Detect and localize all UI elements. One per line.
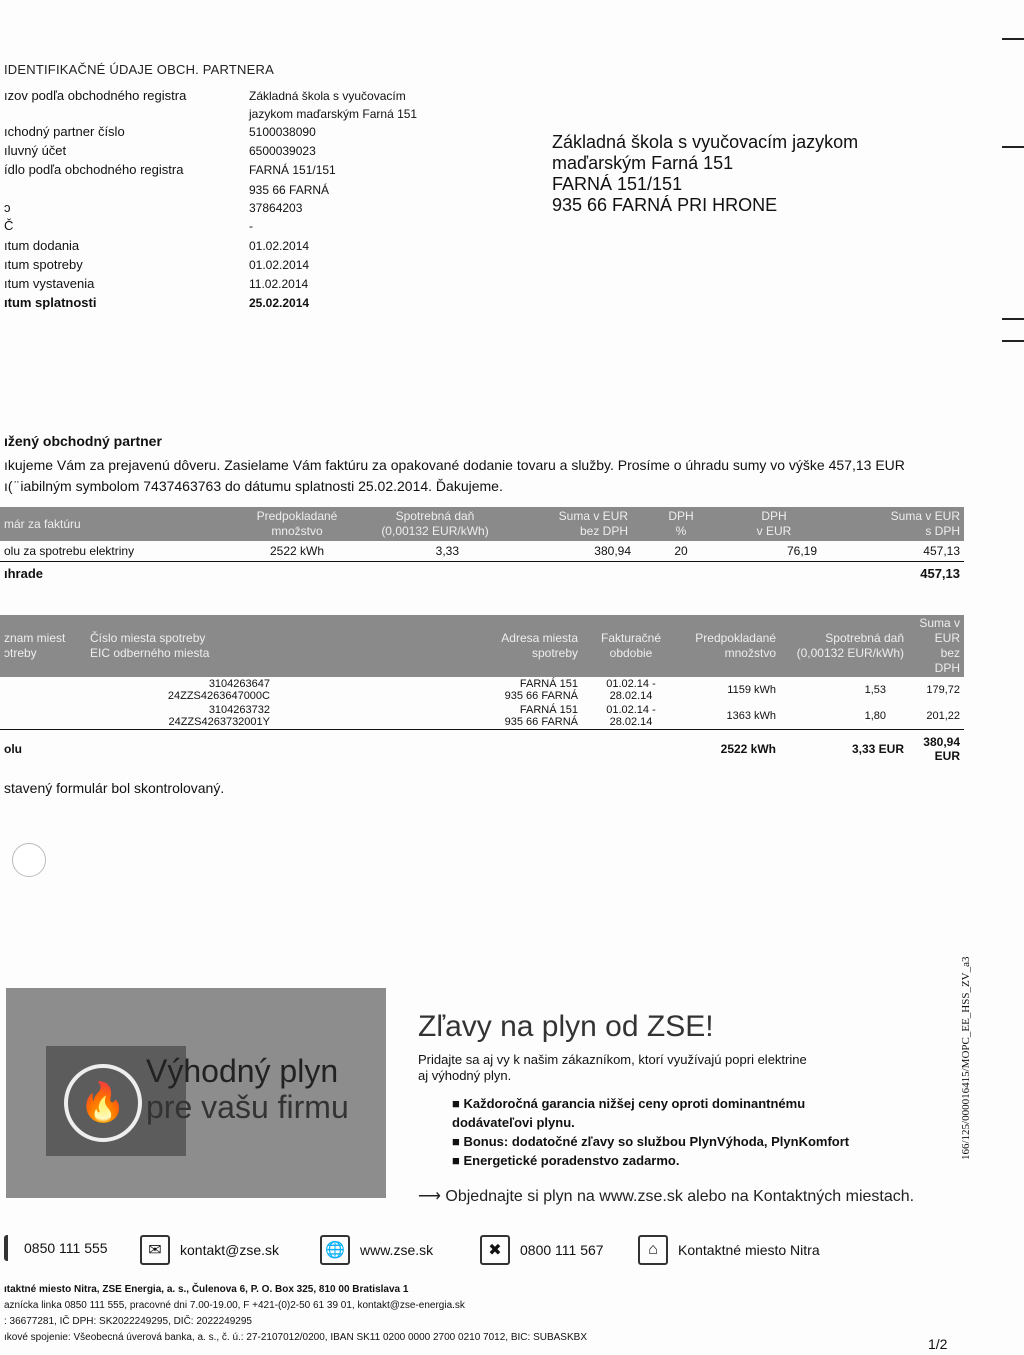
header-cell: Suma v EUR bez DPH	[558, 509, 628, 538]
partner-label: ıtum vystavenia	[4, 276, 95, 291]
table-header	[0, 507, 964, 541]
promo-bullet: ■ Každoročná garancia nižšej ceny oproti dominantnému dodávateľovi plynu.	[452, 1096, 806, 1130]
total-sum: 380,94 EUR	[923, 735, 960, 763]
header-cell: Fakturačné obdobie	[600, 631, 662, 660]
header-cell: Predpokladané množstvo	[256, 509, 338, 538]
greeting-heading: ıžený obchodný partner	[4, 433, 162, 449]
partner-value: Základná škola s vyučovacím	[249, 89, 406, 103]
tools-icon: ✖	[480, 1235, 510, 1265]
recipient-line: Základná škola s vyučovacím jazykom	[552, 132, 859, 152]
cell: 3,33	[435, 544, 459, 558]
promo-intro: Pridajte sa aj vy k našim zákazníkom, ktorí využívajú popri elektrine aj výhodný plyn.	[418, 1052, 807, 1083]
table-row	[0, 677, 964, 703]
partner-value: 37864203	[249, 201, 303, 215]
contact-phone[interactable]: 0850 111 555	[4, 1235, 108, 1261]
header-cell: Predpokladané množstvo	[695, 631, 776, 660]
recipient-line: maďarským Farná 151	[552, 153, 734, 173]
cell: 76,19	[786, 544, 817, 558]
partner-label: ídlo podľa obchodného registra	[4, 162, 184, 177]
promo-banner-title: Výhodný plyn	[146, 1053, 339, 1089]
partner-value: FARNÁ 151/151	[249, 163, 336, 177]
partner-section-title: IDENTIFIKAČNÉ ÚDAJE OBCH. PARTNERA	[4, 62, 274, 77]
home-icon: ⌂	[638, 1235, 668, 1265]
partner-label: ɔ	[4, 200, 11, 215]
total-label: olu	[4, 742, 22, 756]
table-header	[0, 615, 964, 677]
footer-line: aznícka linka 0850 111 555, pracovné dni 7.00-19.00, F +421-(0)2-50 61 39 01, kontakt@zse-energia.sk	[4, 1300, 465, 1311]
sum: 201,22	[926, 710, 960, 722]
consumption-points-table	[0, 615, 964, 764]
mail-icon: ✉	[140, 1235, 170, 1265]
partner-value: 25.02.2014	[249, 296, 310, 310]
total-tax: 3,33 EUR	[851, 742, 904, 756]
total-row	[0, 730, 964, 765]
sum: 179,72	[926, 684, 960, 696]
footer-line: : 36677281, IČ DPH: SK2022249295, DIČ: 2022249295	[4, 1316, 252, 1327]
cell: 457,13	[923, 544, 960, 558]
header-cell: Adresa miesta spotreby	[501, 631, 578, 660]
header-cell: Suma v EUR s DPH	[890, 509, 960, 538]
partner-label: ıtum dodania	[4, 238, 80, 253]
partner-label: ızov podľa obchodného registra	[4, 88, 187, 103]
partner-value: 01.02.2014	[249, 258, 310, 272]
footer-line: ıtaktné miesto Nitra, ZSE Energia, a. s., Čulenova 6, P. O. Box 325, 810 00 Bratislava 1	[4, 1284, 409, 1295]
margin-mark	[1002, 318, 1024, 320]
recipient-address	[552, 132, 858, 216]
globe-icon: 🌐	[320, 1235, 350, 1265]
table-row	[0, 703, 964, 730]
side-code: 166/125/000016415/MOPC_EE_HSS_ZV_a3	[960, 956, 972, 1160]
arrow-right-icon: ⟶	[418, 1188, 441, 1205]
point-ids: 3104263732 24ZZS4263732001Y	[168, 704, 270, 728]
header-cell: Spotrebná daň (0,00132 EUR/kWh)	[381, 509, 489, 538]
partner-value: 5100038090	[249, 125, 316, 139]
contact-hotline[interactable]: ✖ 0800 111 567	[480, 1235, 604, 1265]
partner-value: 11.02.2014	[249, 277, 309, 291]
header-cell: DPH %	[668, 509, 694, 538]
punch-hole	[12, 843, 46, 877]
partner-value: 6500039023	[249, 144, 316, 158]
promo-title: Zľavy na plyn od ZSE!	[418, 1010, 714, 1043]
total-value: 457,13	[920, 566, 960, 581]
period: 01.02.14 - 28.02.14	[606, 678, 656, 702]
cell: 2522 kWh	[269, 544, 325, 558]
period: 01.02.14 - 28.02.14	[606, 704, 656, 728]
partner-label: ıluvný účet	[4, 143, 67, 158]
promo-bullet: ■ Bonus: dodatočné zľavy so službou PlynVýhoda, PlynKomfort	[452, 1134, 850, 1149]
partner-label: ıtum spotreby	[4, 257, 83, 272]
promo-details	[418, 1010, 914, 1206]
promo-bullet: ■ Energetické poradenstvo zadarmo.	[452, 1153, 680, 1168]
contact-web[interactable]: 🌐 www.zse.sk	[320, 1235, 433, 1265]
promo-cta[interactable]: ⟶ Objednajte si plyn na www.zse.sk alebo na Kontaktných miestach.	[418, 1188, 915, 1205]
excise: 1,80	[864, 710, 886, 722]
header-cell: DPH v EUR	[756, 509, 792, 538]
recipient-line: 935 66 FARNÁ PRI HRONE	[552, 195, 778, 215]
partner-label: ıchodný partner číslo	[4, 124, 125, 139]
promo-banner	[6, 988, 386, 1198]
margin-mark	[1002, 146, 1024, 148]
point-ids: 3104263647 24ZZS4263647000C	[167, 678, 270, 702]
cell: olu za spotrebu elektriny	[4, 544, 135, 558]
total-qty: 2522 kWh	[720, 742, 776, 756]
message-line: ı( ̈ iabilným symbolom 7437463763 do dátumu splatnosti 25.02.2014. Ďakujeme.	[4, 478, 503, 494]
header-cell: Číslo miesta spotreby EIC odberného miesta	[90, 631, 210, 660]
table-row	[0, 541, 964, 562]
contact-place[interactable]: ⌂ Kontaktné miesto Nitra	[638, 1235, 820, 1265]
invoice-summary-table	[0, 507, 964, 585]
phone-icon	[4, 1235, 14, 1261]
partner-label: Č	[4, 218, 14, 233]
partner-value: jazykom maďarským Farná 151	[249, 107, 418, 121]
recipient-line: FARNÁ 151/151	[552, 174, 683, 194]
header-cell: Spotrebná daň (0,00132 EUR/kWh)	[796, 631, 904, 660]
excise: 1,53	[864, 684, 886, 696]
point-address: FARNÁ 151 935 66 FARNÁ	[504, 678, 578, 702]
point-address: FARNÁ 151 935 66 FARNÁ	[504, 704, 578, 728]
header-cell: znam miest ɔtreby	[4, 631, 66, 660]
flame-icon: 🔥	[64, 1064, 142, 1142]
partner-value: 935 66 FARNÁ	[249, 183, 330, 197]
partner-value: 01.02.2014	[249, 239, 310, 253]
margin-mark	[1002, 340, 1024, 342]
cell: 20	[674, 544, 688, 558]
total-row	[0, 562, 964, 586]
page-number: 1/2	[928, 1336, 948, 1352]
partner-value: -	[249, 219, 253, 233]
contact-email[interactable]: ✉ kontakt@zse.sk	[140, 1235, 279, 1265]
total-label: ıhrade	[4, 566, 44, 581]
footer-line: ıkové spojenie: Všeobecná úverová banka, a. s., č. ú.: 27-2107012/0200, IBAN SK11 0200 0000 2700 0210 7012, BIC: SUBASKBX	[4, 1332, 587, 1343]
control-note: stavený formulár bol skontrolovaný.	[4, 780, 225, 796]
header-cell: Suma v EUR bez DPH	[919, 616, 960, 675]
partner-label: ıtum splatnosti	[4, 295, 97, 310]
quantity: 1159 kWh	[727, 684, 776, 696]
quantity: 1363 kWh	[726, 710, 776, 722]
header-cell: már za faktúru	[4, 516, 81, 531]
promo-banner-subtitle: pre vašu firmu	[146, 1089, 349, 1125]
cell: 380,94	[594, 544, 631, 558]
margin-mark	[1002, 38, 1024, 40]
message-line: ıkujeme Vám za prejavenú dôveru. Zasielame Vám faktúru za opakované dodanie tovaru a služby. Prosíme o úhradu sumy vo výške 457,13 EUR	[4, 457, 905, 473]
promo-bullets	[452, 1094, 914, 1170]
